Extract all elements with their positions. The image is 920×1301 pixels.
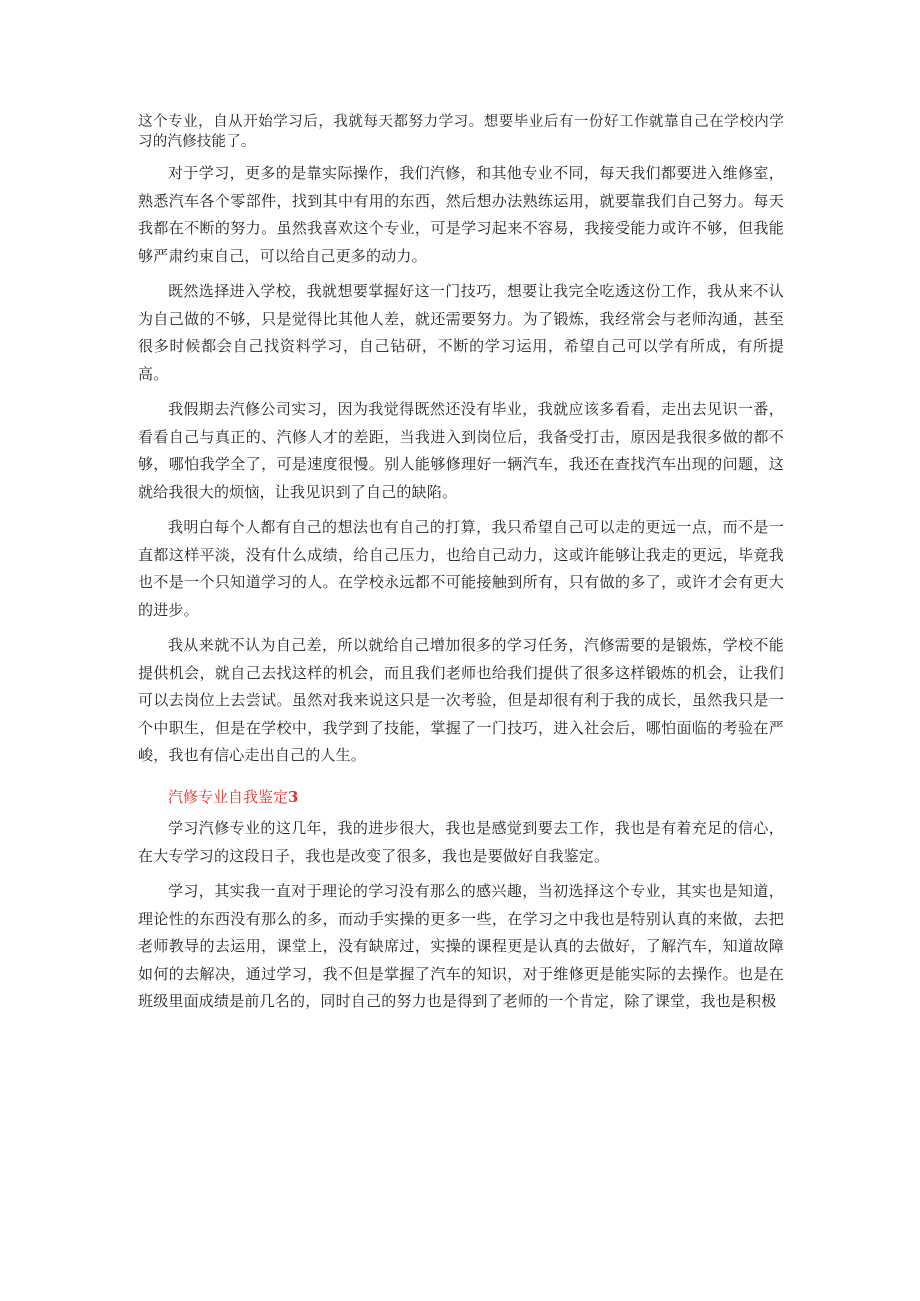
paragraph-4: 我假期去汽修公司实习，因为我觉得既然还没有毕业，我就应该多看看，走出去见识一番，看看自己与真正的、汽修人才的差距，当我进入到岗位后，我备受打击，原因是我很多做的都不够，哪怕我学全了，可是速度很慢。别人能够修理好一辆汽车，我还在查找汽车出现的问题，这就给我很大的烦恼，让我见识到了自己的缺陷。 [138,400,784,501]
paragraph-1: 这个专业，自从开始学习后，我就每天都努力学习。想要毕业后有一份好工作就靠自己在学校内学习的汽修技能了。 [138,114,784,150]
paragraph-2: 对于学习，更多的是靠实际操作，我们汽修，和其他专业不同，每天我们都要进入维修室，熟悉汽车各个零部件，找到其中有用的东西，然后想办法熟练运用，就要靠我们自己努力。每天我都在不断的努力。虽然我喜欢这个专业，可是学习起来不容易，我接受能力或许不够，但我能够严肃约束自己，可以给自己更多的动力。 [138,164,784,265]
section-heading-text: 汽修专业自我鉴定 [168,787,289,806]
paragraph-3: 既然选择进入学校，我就想要掌握好这一门技巧，想要让我完全吃透这份工作，我从来不认为自己做的不够，只是觉得比其他人差，就还需要努力。为了锻炼，我经常会与老师沟通，甚至很多时候都会自己找资料学习，自己钻研，不断的学习运用，希望自己可以学有所成，有所提高。 [138,282,784,383]
paragraph-8: 学习，其实我一直对于理论的学习没有那么的感兴趣，当初选择这个专业，其实也是知道，理论性的东西没有那么的多，而动手实操的更多一些，在学习之中我也是特别认真的来做，去把老师教导的去运用，课堂上，没有缺席过，实操的课程更是认真的去做好，了解汽车，知道故障如何的去解决，通过学习，我不但是掌握了汽车的知识，对于维修更是能实际的去操作。也是在班级里面成绩是前几名的，同时自己的努力也是得到了老师的一个肯定，除了课堂，我也是积极 [138,882,784,1010]
document-page [138,112,784,1024]
section-heading-number: 3 [288,787,299,806]
paragraph-5: 我明白每个人都有自己的想法也有自己的打算，我只希望自己可以走的更远一点，而不是一直都这样平淡，没有什么成绩，给自己压力，也给自己动力，这或许能够让我走的更远，毕竟我也不是一个只知道学习的人。在学校永远都不可能接触到所有，只有做的多了，或许才会有更大的进步。 [138,518,784,619]
paragraph-6: 我从来就不认为自己差，所以就给自己增加很多的学习任务，汽修需要的是锻炼，学校不能提供机会，就自己去找这样的机会，而且我们老师也给我们提供了很多这样锻炼的机会，让我们可以去岗位上去尝试。虽然对我来说这只是一次考验，但是却很有利于我的成长，虽然我只是一个中职生，但是在学校中，我学到了技能，掌握了一门技巧，进入社会后，哪怕面临的考验在严峻，我也有信心走出自己的人生。 [138,636,784,764]
section-heading [138,784,784,812]
paragraph-7: 学习汽修专业的这几年，我的进步很大，我也是感觉到要去工作，我也是有着充足的信心，在大专学习的这段日子，我也是改变了很多，我也是要做好自我鉴定。 [138,819,784,865]
